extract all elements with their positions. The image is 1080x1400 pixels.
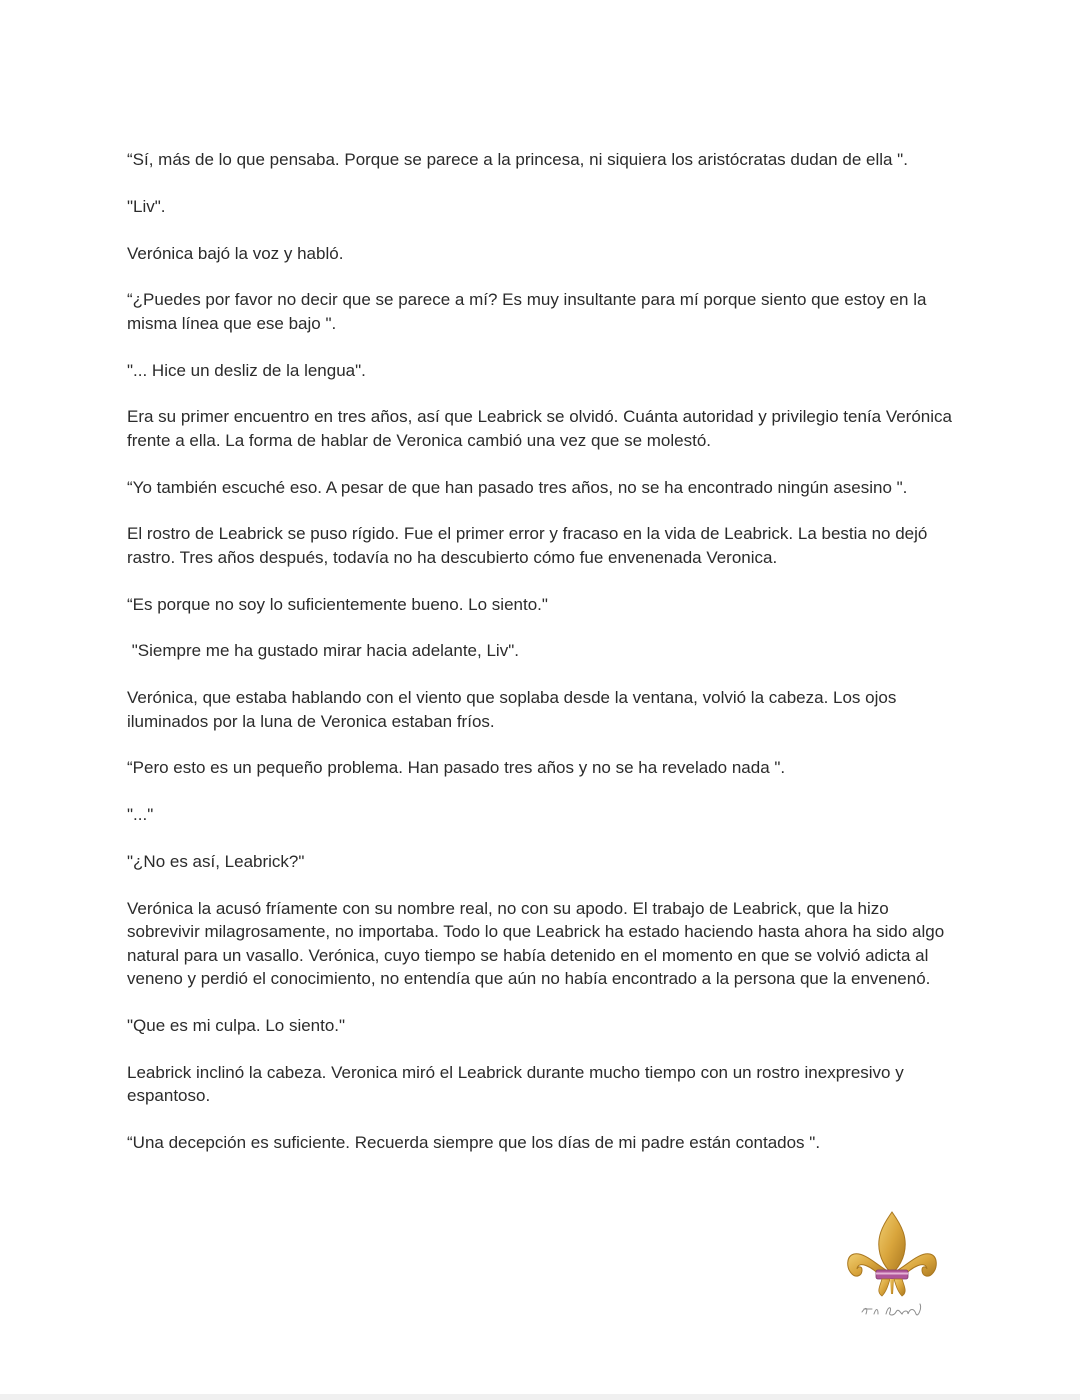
paragraph: Verónica la acusó fríamente con su nombre real, no con su apodo. El trabajo de Leabrick, que la hizo sobrevivir milagrosamente, no importaba. Todo lo que Leabrick ha estado haciendo hasta ahora ha sido algo natural para un vasallo. Verónica, cuyo tiempo se había detenido en el momento en que se volvió adicta al veneno y perdió el conocimiento, no entendía que aún no había encontrado a la persona que la envenenó. (127, 898, 949, 988)
paragraph: "¿No es así, Leabrick?" (127, 851, 305, 871)
paragraph: “Una decepción es suficiente. Recuerda siempre que los días de mi padre están contados ". (127, 1132, 821, 1152)
paragraph: Era su primer encuentro en tres años, así que Leabrick se olvidó. Cuánta autoridad y privilegio tenía Verónica frente a ella. La forma de hablar de Veronica cambió una vez que se molestó. (127, 407, 957, 450)
paragraph: “Sí, más de lo que pensaba. Porque se parece a la princesa, ni siquiera los aristócratas dudan de ella ". (127, 150, 908, 169)
paragraph: Verónica, que estaba hablando con el viento que soplaba desde la ventana, volvió la cabeza. Los ojos iluminados por la luna de Veronica estaban fríos. (127, 688, 902, 731)
paragraph: El rostro de Leabrick se puso rígido. Fue el primer error y fracaso en la vida de Leabrick. La bestia no dejó rastro. Tres años después, todavía no ha descubierto cómo fue envenenada Veronica. (127, 524, 933, 567)
paragraph: Verónica bajó la voz y habló. (127, 243, 344, 263)
paragraph: “Yo también escuché eso. A pesar de que han pasado tres años, no se ha encontrado ningún asesino ". (127, 477, 908, 497)
document-body (127, 148, 957, 1178)
paragraph: "Liv". (127, 196, 166, 216)
paragraph: “Pero esto es un pequeño problema. Han pasado tres años y no se ha revelado nada ". (127, 758, 786, 778)
paragraph: "Que es mi culpa. Lo siento." (127, 1015, 346, 1035)
paragraph: Leabrick inclinó la cabeza. Veronica miró el Leabrick durante mucho tiempo con un rostro inexpresivo y espantoso. (127, 1062, 909, 1105)
paragraph: "Siempre me ha gustado mirar hacia adelante, Liv". (127, 641, 519, 661)
paragraph: “¿Puedes por favor no decir que se parece a mí? Es muy insultante para mí porque siento que estoy en la misma línea que ese bajo ". (127, 290, 932, 333)
fleur-de-lis-icon (842, 1208, 942, 1326)
paragraph: "... Hice un desliz de la lengua". (127, 360, 366, 380)
page-bottom-edge (0, 1394, 1080, 1400)
paragraph: “Es porque no soy lo suficientemente bueno. Lo siento." (127, 594, 548, 614)
paragraph: "..." (127, 805, 154, 825)
watermark-logo (842, 1208, 942, 1326)
